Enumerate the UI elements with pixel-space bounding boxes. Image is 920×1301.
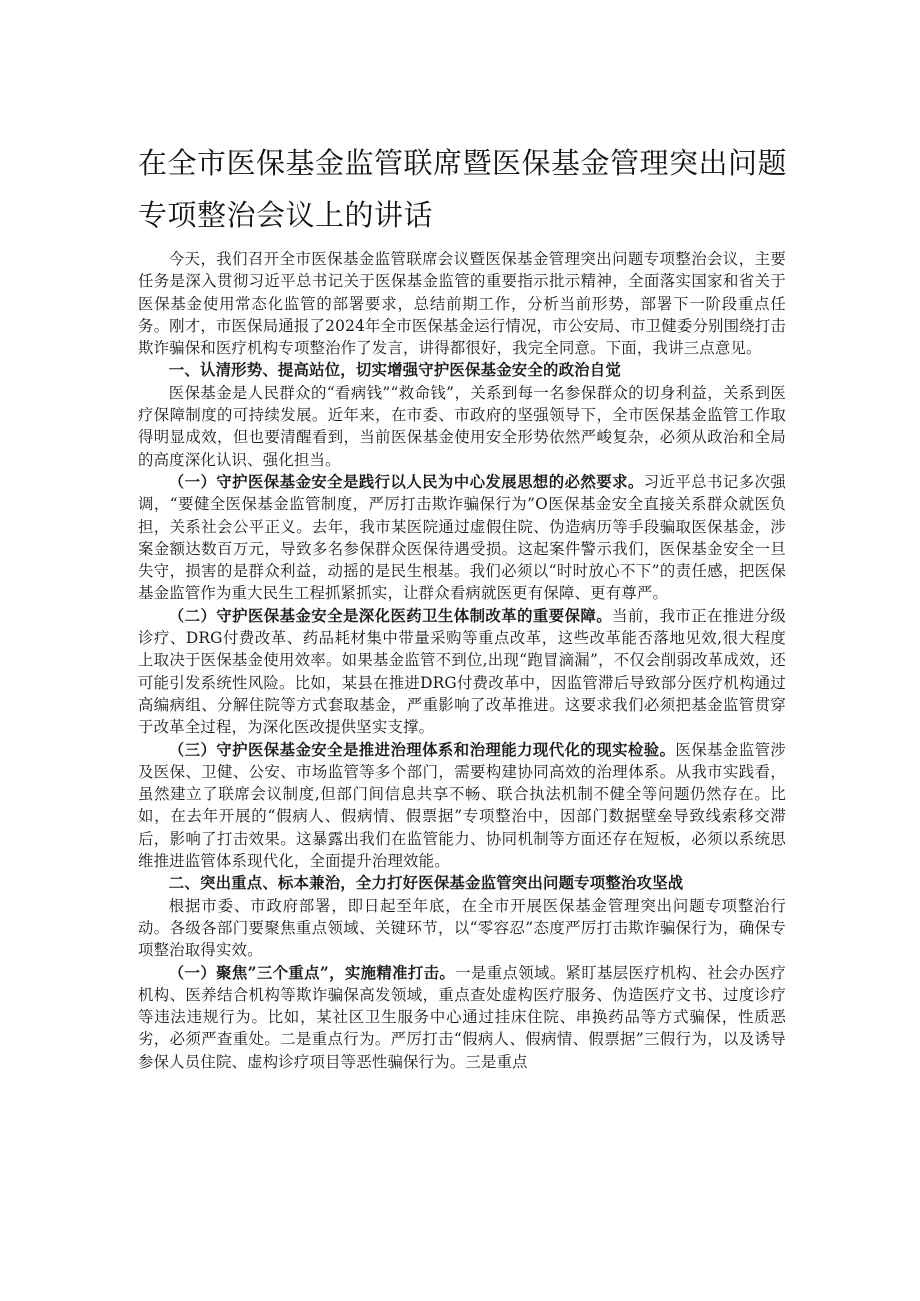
point-lead: （二）守护医保基金安全是深化医药卫生体制改革的重要保障。 (168, 606, 613, 625)
section-heading-2 (138, 872, 786, 894)
paragraph-text: 习近平总书记多次强调，“要健全医保基金监管制度，严厉打击欺诈骗保行为”O医保基金安全直接关系群众就医负担，关系社会公平正义。去年，我市某医院通过虚假住院、伪造病历等手段骗取医保基金，涉案金额达数百万元，导致多名参保群众医保待遇受损。这起案件警示我们，医保基金安全一旦失守，损害的是群众利益，动摇的是民生根基。我们必须以“时时放心不下”的责任感，把医保基金监管作为重大民生工程抓紧抓实，让群众看病就医更有保障、更有尊严。 (138, 472, 786, 603)
point-lead: （一）守护医保基金安全是践行以人民为中心发展思想的必然要求。 (168, 472, 644, 491)
point-lead: （三）守护医保基金安全是推进治理体系和治理能力现代化的现实检验。 (168, 740, 676, 759)
paragraph-text: 当前，我市正在推进分级诊疗、DRG付费改革、药品耗材集中带量采购等重点改革，这些改革能否落地见效,很大程度上取决于医保基金使用效率。如果基金监管不到位,出现“跑冒滴漏”，不仅会削弱改革成效，还可能引发系统性风险。比如，某县在推进DRG付费改革中，因监管滞后导致部分医疗机构通过高编病组、分解住院等方式套取基金，严重影响了改革推进。这要求我们必须把基金监管贯穿于改革全过程，为深化医改提供坚实支撑。 (138, 606, 787, 737)
paragraph-text: 医保基金是人民群众的“看病钱”“救命钱”，关系到每一名参保群众的切身利益，关系到医疗保障制度的可持续发展。近年来，在市委、市政府的坚强领导下，全市医保基金监管工作取得明显成效，但也要清醒看到，当前医保基金使用安全形势依然严峻复杂，必须从政治和全局的高度深化认识、强化担当。 (138, 383, 786, 469)
paragraph-section-1-intro (138, 382, 786, 471)
paragraph-intro (138, 248, 786, 359)
section-heading-1 (138, 359, 786, 381)
paragraph-text: 今天，我们召开全市医保基金监管联席会议暨医保基金管理突出问题专项整治会议，主要任务是深入贯彻习近平总书记关于医保基金监管的重要指示批示精神，全面落实国家和省关于医保基金使用常态化监管的部署要求，总结前期工作，分析当前形势，部署下一阶段重点任务。刚才，市医保局通报了2024年全市医保基金运行情况，市公安局、市卫健委分别围绕打击欺诈骗保和医疗机构专项整治作了发言，讲得都很好，我完全同意。下面，我讲三点意见。 (138, 250, 787, 358)
paragraph-section-2-intro (138, 895, 786, 962)
document-title-line-1: 在全市医保基金监管联席暨医保基金管理突出问题 (138, 146, 788, 180)
paragraph-section-2-point-1 (138, 962, 786, 1073)
paragraph-text: 一是重点领域。紧盯基层医疗机构、社会办医疗机构、医养结合机构等欺诈骗保高发领域，重点查处虚构医疗服务、伪造医疗文书、过度诊疗等违法违规行为。比如，某社区卫生服务中心通过挂床住院、串换药品等方式骗保，性质恶劣，必须严查重处。二是重点行为。严厉打击“假病人、假病情、假票据”三假行为，以及诱导参保人员住院、虚构诊疗项目等恶性骗保行为。三是重点 (138, 963, 786, 1071)
heading-text: 一、认清形势、提高站位，切实增强守护医保基金安全的政治自觉 (168, 361, 621, 380)
document-title-line-2: 专项整治会议上的讲话 (138, 198, 434, 232)
paragraph-text: 医保基金监管涉及医保、卫健、公安、市场监管等多个部门，需要构建协同高效的治理体系。从我市实践看，虽然建立了联席会议制度,但部门间信息共享不畅、联合执法机制不健全等问题仍然存在。比如，在去年开展的“假病人、假病情、假票据”专项整治中，因部门数据壁垒导致线索移交滞后，影响了打击效果。这暴露出我们在监管能力、协同机制等方面还存在短板，必须以系统思维推进监管体系现代化，全面提升治理效能。 (138, 740, 787, 871)
paragraph-section-1-point-2 (138, 605, 786, 739)
paragraph-text: 根据市委、市政府部署，即日起至年底，在全市开展医保基金管理突出问题专项整治行动。各级各部门要聚焦重点领域、关键环节，以“零容忍”态度严厉打击欺诈骗保行为，确保专项整治取得实效。 (138, 896, 786, 960)
point-lead: （一）聚焦”三个重点”，实施精准打击。 (168, 963, 456, 982)
paragraph-section-1-point-1 (138, 471, 786, 605)
document-body (138, 248, 786, 1073)
heading-text: 二、突出重点、标本兼治，全力打好医保基金监管突出问题专项整治攻坚战 (168, 874, 684, 893)
paragraph-section-1-point-3 (138, 739, 786, 873)
